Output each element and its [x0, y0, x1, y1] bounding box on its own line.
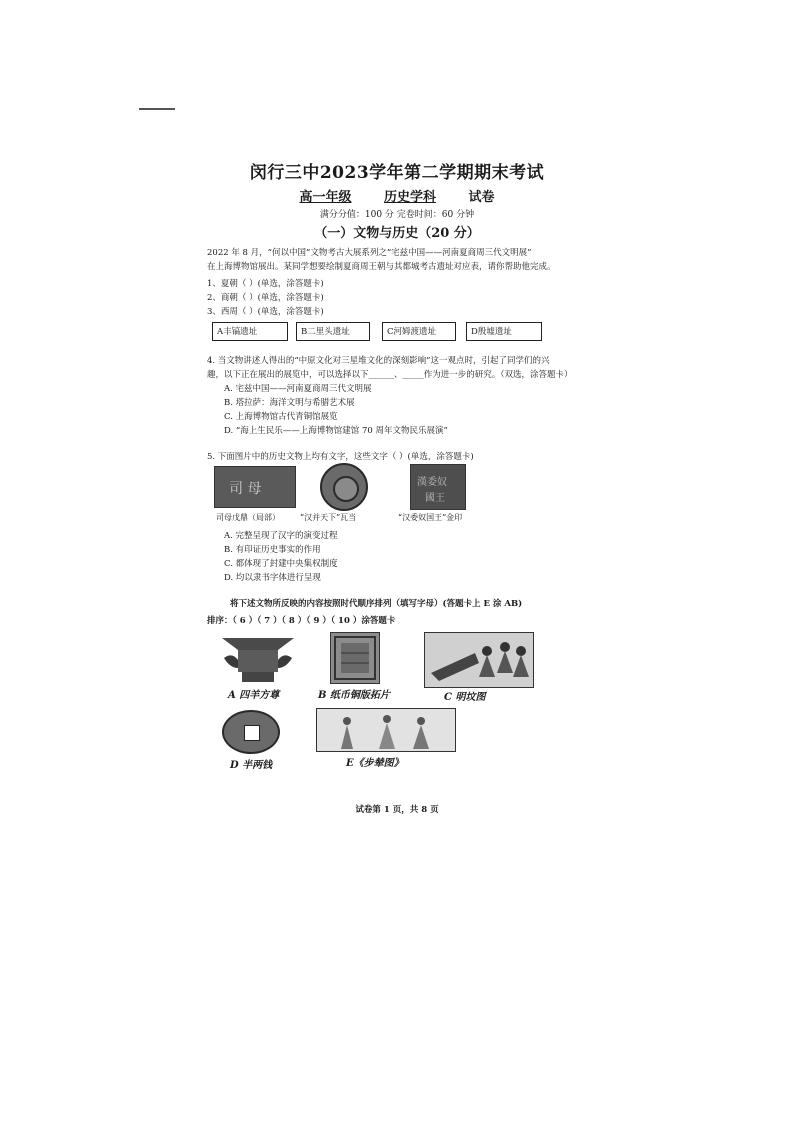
q5-option-b: B. 有印证历史事实的作用: [224, 545, 321, 555]
question-3: 3、西周（ ）(单选，涂答题卡): [207, 307, 324, 317]
q4-option-c: C. 上海博物馆古代青铜馆展览: [224, 412, 338, 422]
q6-10-ordering: 排序：（ 6 ）（ 7 ）（ 8 ）（ 9 ）（ 10 ）涂答题卡: [207, 616, 396, 626]
q4-option-a: A. 宅兹中国——河南夏商周三代文明展: [224, 384, 372, 394]
site-option-b: B二里头遗址: [296, 322, 370, 341]
caption-simuwu-ding: 司母戊鼎（局部）: [216, 513, 280, 522]
site-option-a: A丰镐遗址: [212, 322, 288, 341]
siyang-fangzun-image: [218, 634, 298, 684]
section-title: （一）文物与历史（20 分）: [314, 226, 480, 241]
site-option-d: D殷墟遗址: [466, 322, 542, 341]
label-d-ban-liang: D 半两钱: [230, 760, 273, 771]
intro-line-1: 2022 年 8 月，“何以中国”文物考古大展系列之“宅兹中国——河南夏商周三代文明展”: [207, 248, 532, 258]
exam-subtitle: [0, 186, 794, 205]
svg-text:漢委奴: 漢委奴: [417, 477, 447, 488]
ban-liang-coin-image: [222, 710, 280, 754]
seal-characters: [411, 465, 465, 509]
inscription-glyphs: [215, 467, 295, 507]
label-a-siyang-fangzun: A 四羊方尊: [228, 690, 280, 701]
q4-line-2: 趣，以下正在展出的展览中，可以选择以下______、_____作为进一步的研究。（双选，涂答题卡）: [207, 370, 573, 380]
question-2: 2、商朝（ ）(单选，涂答题卡): [207, 293, 324, 303]
caption-gold-seal: “汉委奴国王”金印: [398, 513, 463, 522]
painting-scene: [317, 709, 455, 751]
ming-fen-tu-image: [424, 632, 534, 688]
page-footer: 试卷第 1 页，共 8 页: [355, 805, 439, 815]
q6-10-instruction: 将下述文物所反映的内容按照时代顺序排列（填写字母）(答题卡上 E 涂 AB): [230, 599, 523, 609]
subject-label: 历史学科: [383, 190, 436, 205]
caption-wadang: “汉并天下”瓦当: [300, 513, 357, 522]
scan-mark: [139, 108, 175, 110]
question-1: 1、夏朝（ ）(单选，涂答题卡): [207, 279, 324, 289]
q4-option-d: D. “海上生民乐——上海博物馆建馆 70 周年文物民乐展演”: [224, 426, 448, 436]
q5-option-c: C. 都体现了封建中央集权制度: [224, 559, 338, 569]
gold-seal-image: [410, 464, 466, 510]
q5-stem: 5. 下面图片中的历史文物上均有文字，这些文字（ ）(单选，涂答题卡): [207, 452, 474, 462]
svg-text:司 母: 司 母: [229, 481, 262, 497]
paper-label: 试卷: [468, 190, 495, 205]
coin-square-hole-icon: [244, 725, 260, 741]
exam-meta: 满分分值：100 分 完卷时间：60 分钟: [319, 210, 475, 220]
paper-money-rubbing-image: [330, 632, 380, 684]
wadang-center-icon: [333, 476, 359, 502]
label-b-paper-money: B 纸币铜版拓片: [318, 690, 390, 701]
rubbing-pattern: [331, 633, 379, 683]
q5-option-a: A. 完整呈现了汉字的演变过程: [224, 531, 338, 541]
label-c-ming-fen-tu: C 明坟图: [444, 692, 486, 703]
bu-nian-tu-image: [316, 708, 456, 752]
simuwu-ding-image: [214, 466, 296, 508]
q4-option-b: B. 塔拉萨：海洋文明与希腊艺术展: [224, 398, 355, 408]
q5-option-d: D. 均以隶书字体进行呈现: [224, 573, 321, 583]
svg-text:國王: 國王: [425, 493, 445, 504]
intro-line-2: 在上海博物馆展出。某同学想要绘制夏商周王朝与其都城考古遗址对应表，请你帮助他完成。: [207, 262, 556, 272]
q4-line-1: 4. 当文物讲述人得出的“中原文化对三星堆文化的深刻影响”这一观点时，引起了同学们的兴: [207, 356, 550, 366]
grade-label: 高一年级: [299, 190, 352, 205]
painting-figures: [425, 633, 533, 687]
exam-title: 闵行三中2023学年第二学期期末考试: [249, 163, 545, 183]
label-e-bu-nian-tu: E《步辇图》: [346, 758, 404, 769]
site-option-c: C河姆渡遗址: [382, 322, 456, 341]
wadang-tile-image: [320, 463, 368, 511]
